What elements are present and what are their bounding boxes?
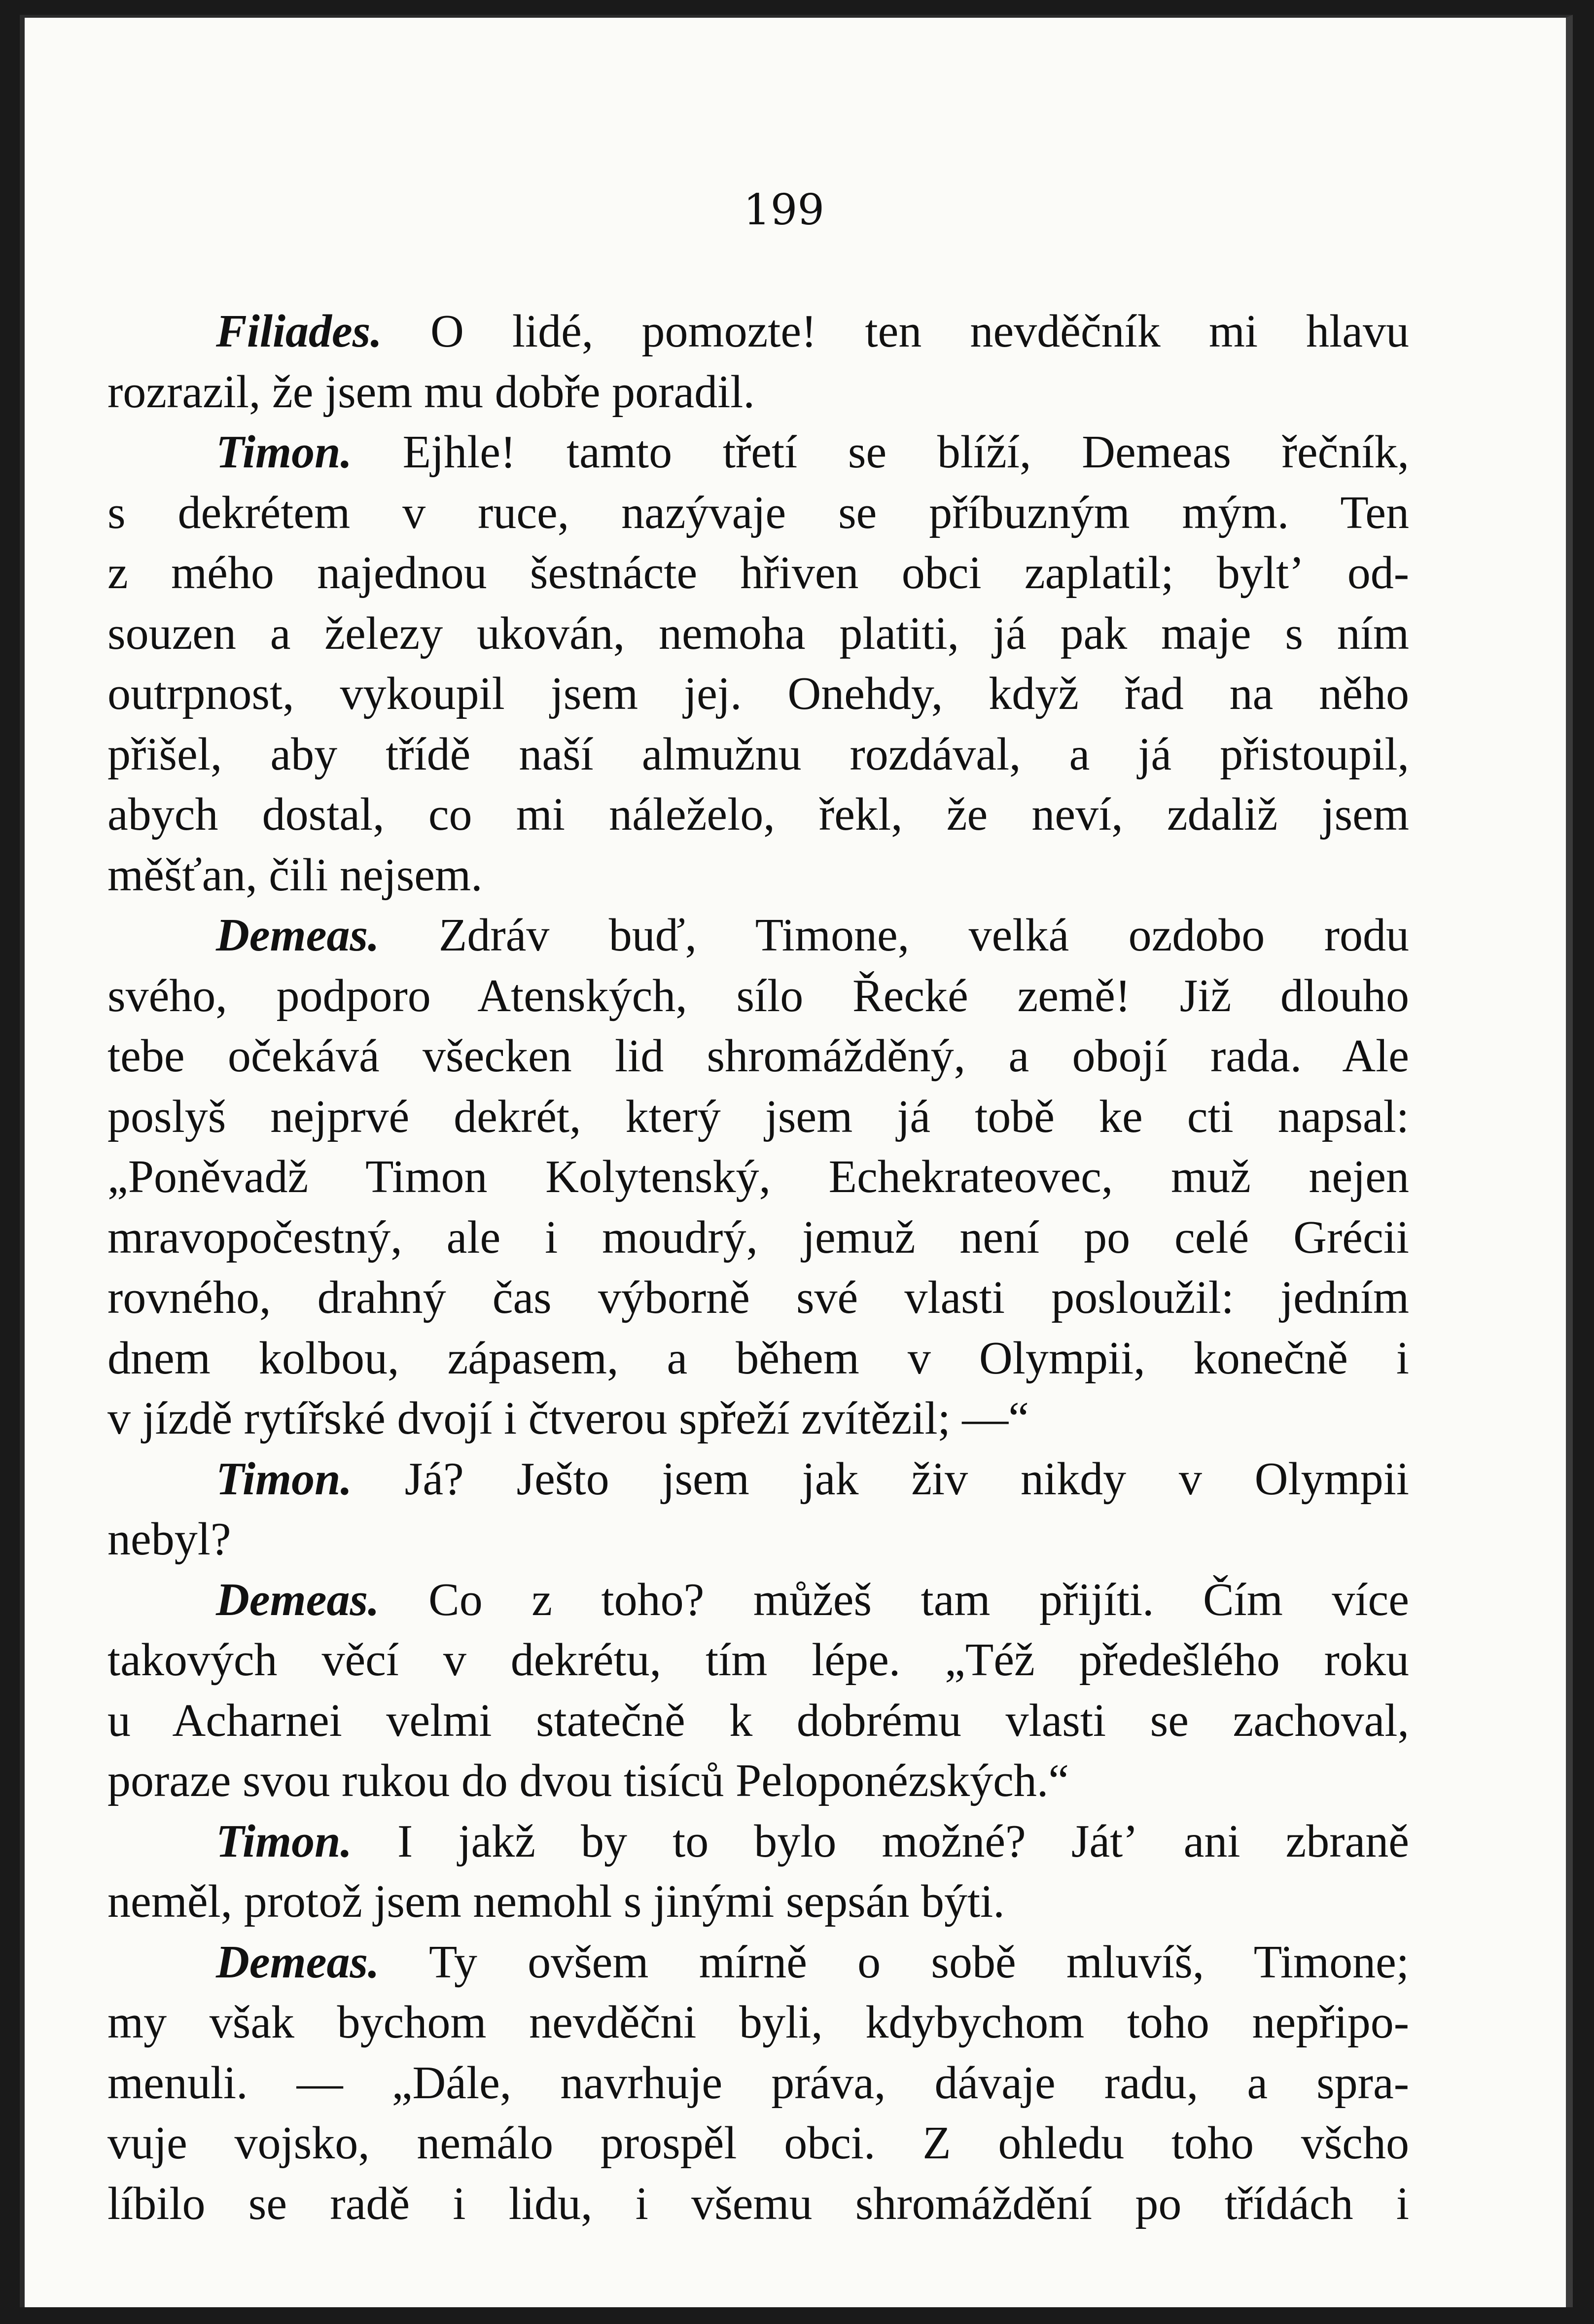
text-line (107, 1207, 1409, 1268)
line-text: abych dostal, co mi náleželo, řekl, že neví, zdaliž jsem (107, 789, 1409, 840)
text-line (107, 966, 1409, 1026)
text-line (107, 1509, 1409, 1570)
line-text: poslyš nejprvé dekrét, který jsem já tobě ke cti napsal: (107, 1091, 1409, 1142)
text-line (107, 422, 1409, 483)
text-line (107, 362, 1409, 423)
text-line (107, 483, 1409, 543)
speaker-name: Timon. (216, 1815, 352, 1867)
line-text: souzen a železy ukován, nemoha platiti, já pak maje s ním (107, 607, 1409, 659)
line-text: O lidé, pomozte! ten nevděčník mi hlavu (382, 306, 1409, 357)
line-text: přišel, aby třídě naší almužnu rozdával, a já přistoupil, (107, 728, 1409, 780)
speaker-name: Filiades. (216, 306, 382, 357)
text-line (107, 1147, 1409, 1207)
line-text: v jízdě rytířské dvojí i čtverou spřeží zvítězil; —“ (107, 1393, 1029, 1444)
text-line (107, 1388, 1409, 1449)
line-text: rovného, drahný čas výborně své vlasti posloužil: jedním (107, 1272, 1409, 1323)
text-line (107, 1630, 1409, 1690)
text-line (107, 603, 1409, 664)
line-text: outrpnost, vykoupil jsem jej. Onehdy, když řad na něho (107, 668, 1409, 719)
line-text: nebyl? (107, 1514, 231, 1565)
text-line (107, 543, 1409, 603)
text-line (107, 2174, 1409, 2234)
line-text: Zdráv buď, Timone, velká ozdobo rodu (379, 910, 1409, 961)
line-text: Ejhle! tamto třetí se blíží, Demeas řečník, (352, 426, 1409, 478)
line-text: dnem kolbou, zápasem, a během v Olympii, konečně i (107, 1332, 1409, 1384)
text-line (107, 1328, 1409, 1389)
line-text: rozrazil, že jsem mu dobře poradil. (107, 366, 755, 418)
line-text: takových věcí v dekrétu, tím lépe. „Též předešlého roku (107, 1634, 1409, 1686)
text-line (107, 1871, 1409, 1932)
speaker-name: Timon. (216, 1453, 352, 1505)
text-line (107, 1087, 1409, 1147)
line-text: Co z toho? můžeš tam přijíti. Čím více (379, 1574, 1409, 1625)
line-text: Ty ovšem mírně o sobě mluvíš, Timone; (379, 1936, 1409, 1988)
text-line (107, 1932, 1409, 1993)
book-page (20, 15, 1573, 2307)
text-line (107, 1751, 1409, 1811)
text-line (107, 724, 1409, 785)
line-text: my však bychom nevděčni byli, kdybychom toho nepřipo- (107, 1997, 1409, 2048)
text-line (107, 845, 1409, 906)
line-text: u Acharnei velmi statečně k dobrému vlasti se zachoval, (107, 1694, 1409, 1746)
line-text: měšťan, čili nejsem. (107, 849, 483, 901)
text-line (107, 1268, 1409, 1328)
line-text: svého, podporo Atenských, sílo Řecké země! Již dlouho (107, 970, 1409, 1021)
line-text: s dekrétem v ruce, nazývaje se příbuzným mým. Ten (107, 487, 1409, 538)
speaker-name: Demeas. (216, 910, 380, 961)
text-line (107, 301, 1409, 362)
text-line (107, 2053, 1409, 2113)
speaker-name: Timon. (216, 426, 352, 478)
text-line (107, 1570, 1409, 1630)
line-text: Já? Ješto jsem jak živ nikdy v Olympii (352, 1453, 1409, 1505)
line-text: vuje vojsko, nemálo prospěl obci. Z ohledu toho všcho (107, 2117, 1409, 2169)
text-line (107, 2113, 1409, 2174)
text-line (107, 1992, 1409, 2053)
page-number: 199 (743, 185, 825, 235)
text-line (107, 1811, 1409, 1872)
text-line (107, 1449, 1409, 1510)
line-text: poraze svou rukou do dvou tisíců Peloponézských.“ (107, 1755, 1069, 1806)
line-text: neměl, protož jsem nemohl s jinými sepsán býti. (107, 1876, 1005, 1927)
text-line (107, 784, 1409, 845)
speaker-name: Demeas. (216, 1574, 380, 1625)
text-line (107, 1690, 1409, 1751)
line-text: menuli. — „Dále, navrhuje práva, dávaje radu, a spra- (107, 2057, 1409, 2109)
text-line (107, 1026, 1409, 1087)
line-text: z mého najednou šestnácte hřiven obci zaplatil; byltʼ od- (107, 547, 1409, 599)
speaker-name: Demeas. (216, 1936, 380, 1988)
text-line (107, 905, 1409, 966)
line-text: mravopočestný, ale i moudrý, jemuž není po celé Grécii (107, 1211, 1409, 1263)
line-text: I jakž by to bylo možné? Játʼ ani zbraně (352, 1815, 1409, 1867)
line-text: „Poněvadž Timon Kolytenský, Echekrateovec, muž nejen (107, 1151, 1409, 1202)
text-line (107, 664, 1409, 724)
page-text (107, 301, 1409, 2234)
line-text: tebe očekává všecken lid shromážděný, a obojí rada. Ale (107, 1030, 1409, 1082)
line-text: líbilo se radě i lidu, i všemu shromáždění po třídách i (107, 2178, 1409, 2229)
